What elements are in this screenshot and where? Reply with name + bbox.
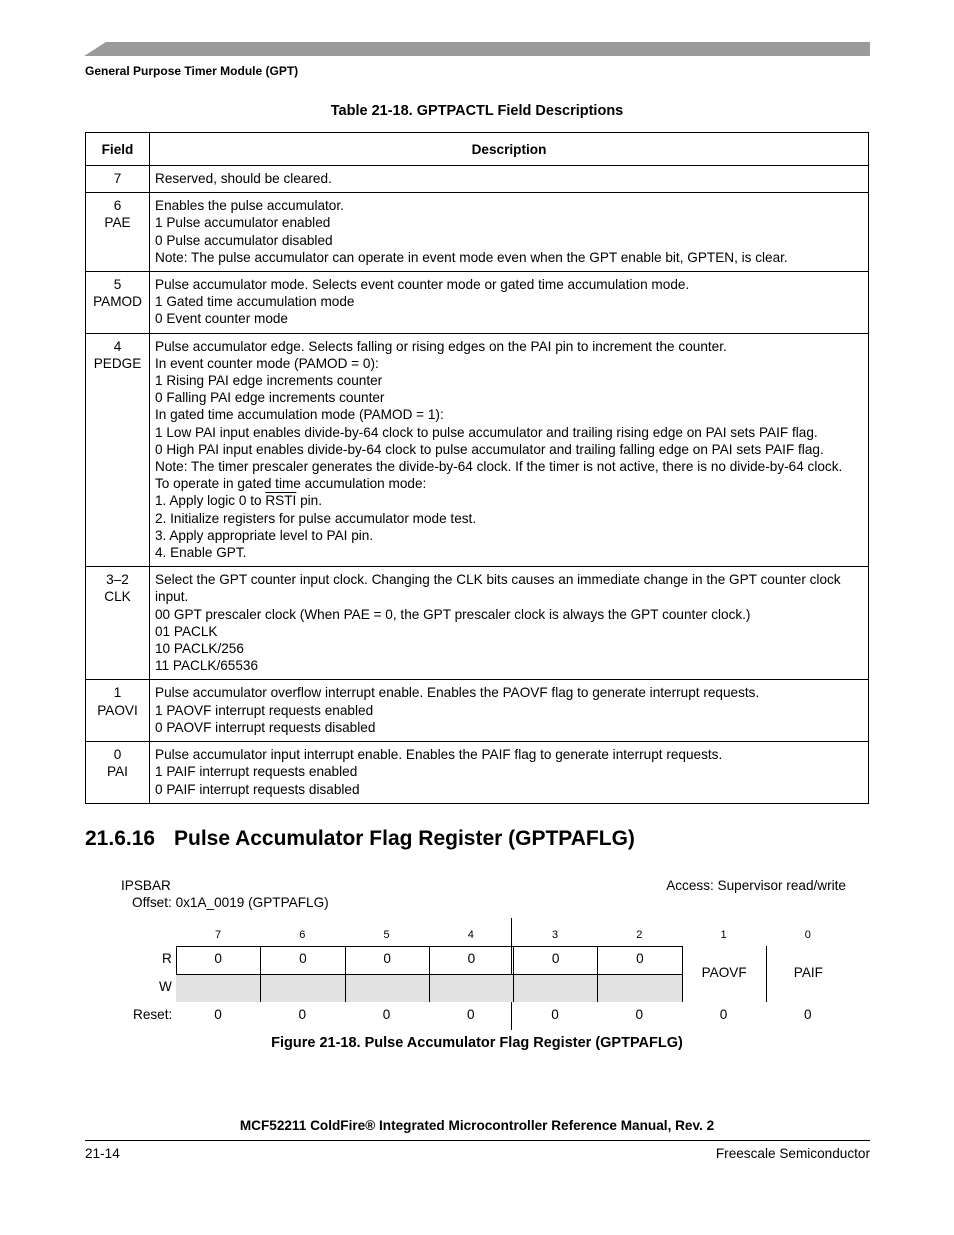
publisher: Freescale Semiconductor [715,1146,870,1161]
description-line: 0 PAIF interrupt requests disabled [155,781,360,797]
field-line: 3–2 [106,572,129,588]
table-body [86,166,869,804]
bit-number: 3 [551,929,559,941]
field-line: PAE [104,215,131,231]
reset-value: 0 [214,1007,222,1022]
field-line: 6 [113,198,122,214]
description-line: 10 PACLK/256 [155,641,244,657]
write-bit-cell [513,974,597,1002]
description-line: In event counter mode (PAMOD = 0): [155,355,379,371]
reset-value: 0 [551,1007,559,1022]
description-line: In gated time accumulation mode (PAMOD = 1): [155,407,444,423]
field-line: 0 [113,747,122,763]
running-head: General Purpose Timer Module (GPT) [85,64,299,78]
description-line: 01 PACLK [155,623,218,639]
description-line: 1 Pulse accumulator enabled [155,215,331,231]
table-row [86,193,869,272]
page-number: 21-14 [85,1146,120,1161]
offset-label: Offset: 0x1A_0019 (GPTPAFLG) [132,895,329,910]
description-line: Pulse accumulator edge. Selects falling or rising edges on the PAI pin to increment the counter. [155,338,727,354]
description-line: To operate in gated time accumulation mode: [155,476,427,492]
bit-number: 0 [804,929,811,941]
field-cell [86,333,150,567]
description-cell [150,166,869,193]
field-cell [86,680,150,742]
description-line: Pulse accumulator mode. Selects event counter mode or gated time accumulation mode. [155,277,690,293]
read-bit-cell: 0 [260,946,344,974]
footer-rule [85,1140,870,1141]
header-banner [84,42,870,56]
field-line: CLK [104,589,131,605]
description-line: Pulse accumulator input interrupt enable. Enables the PAIF flag to generate interrupt requests. [155,747,723,763]
description-line: Reserved, should be cleared. [155,171,332,186]
description-line: 0 High PAI input enables divide-by-64 clock to pulse accumulator and trailing falling edge on PAI sets PAIF flag. [155,441,824,457]
ipsbar-label: IPSBAR [121,878,171,893]
section-title: Pulse Accumulator Flag Register (GPTPAFLG) [174,827,635,850]
table-row [86,680,869,742]
read-bit-cell: 0 [513,946,597,974]
field-line: 1 [113,685,122,701]
section-heading [85,827,635,851]
write-bit-cell [429,974,513,1002]
field-cell [86,272,150,334]
register-field-paovf: PAOVF [682,946,766,1002]
field-line: PAI [107,764,128,780]
description-cell [150,680,869,742]
description-line: 1 Gated time accumulation mode [155,294,355,310]
description-line: 1 PAOVF interrupt requests enabled [155,702,374,718]
field-descriptions-table [85,132,869,804]
description-line: Select the GPT counter input clock. Changing the CLK bits causes an immediate change in the GPT counter clock [155,572,841,588]
description-line: 4. Enable GPT. [155,545,247,561]
field-line: PAOVI [97,702,138,718]
description-line: 0 PAOVF interrupt requests disabled [155,719,376,735]
write-bit-cell [345,974,429,1002]
description-line: input. [155,589,189,605]
table-caption: Table 21-18. GPTPACTL Field Descriptions [330,103,624,119]
write-row-label: W [159,979,172,994]
description-cell [150,193,869,272]
field-cell [86,193,150,272]
column-header-field: Field [86,133,150,166]
description-line: 1 PAIF interrupt requests enabled [155,764,358,780]
description-line: 1 Rising PAI edge increments counter [155,373,383,389]
description-line: Pulse accumulator overflow interrupt enable. Enables the PAOVF flag to generate interrupt requests. [155,685,760,701]
figure-caption: Figure 21-18. Pulse Accumulator Flag Register (GPTPAFLG) [271,1035,683,1051]
field-cell [86,567,150,680]
footer-title: MCF52211 ColdFire® Integrated Microcontroller Reference Manual, Rev. 2 [239,1118,715,1133]
reset-value: 0 [466,1007,475,1022]
bit-number: 2 [636,929,643,941]
read-bit-cell: 0 [214,951,222,966]
register-diagram [176,946,850,1002]
field-line: 7 [113,171,122,186]
bit-number: 1 [720,929,727,941]
description-line: 1. Apply logic 0 to RSTI pin. [155,493,323,509]
read-bit-cell: 0 [345,946,429,974]
description-line: Enables the pulse accumulator. [155,198,344,214]
table-row [86,166,869,193]
column-header-description: Description [150,133,869,166]
write-bit-cell [260,974,344,1002]
description-line: Note: The timer prescaler generates the divide-by-64 clock. If the timer is not active, there is no divide-by-64 clock. [155,459,843,475]
field-line: PEDGE [93,355,142,371]
reset-value: 0 [719,1007,728,1022]
description-cell [150,333,869,567]
description-cell [150,272,869,334]
reset-value: 0 [803,1007,812,1022]
rsti-signal: RSTI [265,493,297,509]
table-row [86,742,869,804]
bit-number: 5 [383,929,390,941]
table-row [86,333,869,567]
description-line: Note: The pulse accumulator can operate in event mode even when the GPT enable bit, GPTEN, is clear. [155,249,788,265]
field-line: 4 [113,338,122,354]
reset-value: 0 [382,1007,391,1022]
description-line: 00 GPT prescaler clock (When PAE = 0, the GPT prescaler clock is always the GPT counter clock.) [155,606,751,622]
bit-number: 6 [299,929,306,941]
bit-number: 7 [214,929,222,941]
bit-number: 4 [467,929,474,941]
register-field-paif: PAIF [766,946,850,1002]
field-line: PAMOD [93,294,142,310]
reset-value: 0 [635,1007,644,1022]
description-line: 2. Initialize registers for pulse accumulator mode test. [155,510,477,526]
access-label: Access: Supervisor read/write [666,878,846,893]
description-line: 0 Pulse accumulator disabled [155,232,333,248]
read-bit-cell: 0 [429,946,513,974]
description-line: 0 Event counter mode [155,311,288,327]
description-cell [150,567,869,680]
description-line: 11 PACLK/65536 [155,658,259,674]
read-row-label: R [162,951,172,966]
section-number: 21.6.16 [85,827,156,850]
reset-value: 0 [298,1007,307,1022]
read-bit-cell: 0 [597,946,681,974]
table-row [86,272,869,334]
table-row [86,567,869,680]
field-cell [86,742,150,804]
field-line: 5 [113,277,122,293]
description-line: 3. Apply appropriate level to PAI pin. [155,527,374,543]
write-bit-cell [176,974,260,1002]
description-line: 0 Falling PAI edge increments counter [155,390,385,406]
description-line: 1 Low PAI input enables divide-by-64 clock to pulse accumulator and trailing rising edge on PAI sets PAIF flag. [155,424,818,440]
field-cell [86,166,150,193]
table-header-row [86,133,869,166]
reset-label: Reset: [133,1007,173,1022]
description-cell [150,742,869,804]
write-bit-cell [597,974,681,1002]
